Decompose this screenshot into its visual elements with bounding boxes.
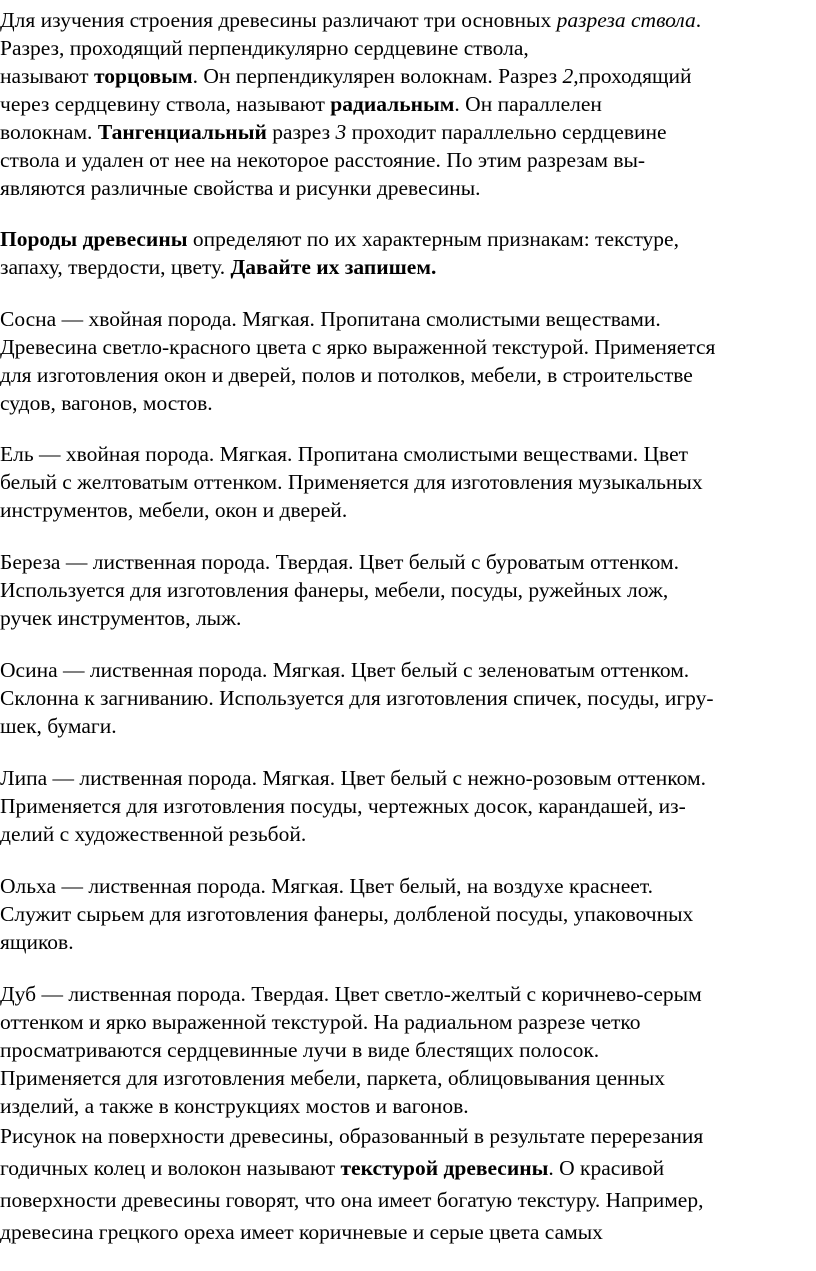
- text-line: Сосна — хвойная порода. Мягкая. Пропитана смолистыми веществами.: [0, 307, 661, 331]
- text-line: изделий, а также в конструкциях мостов и вагонов.: [0, 1094, 469, 1118]
- text-line: Применяется для изготовления посуды, чертежных досок, карандашей, из-: [0, 794, 686, 818]
- text-line: через сердцевину ствола, называют радиальным. Он параллелен: [0, 92, 602, 116]
- text-line: Рисунок на поверхности древесины, образованный в результате перерезания: [0, 1124, 704, 1148]
- text-line: Применяется для изготовления мебели, паркета, облицовывания ценных: [0, 1066, 666, 1090]
- text-line: Липа — лиственная порода. Мягкая. Цвет белый с нежно-розовым оттенком.: [0, 766, 706, 790]
- text-line: судов, вагонов, мостов.: [0, 391, 213, 415]
- text-line: Для изучения строения древесины различают три основных разреза ствола.: [0, 8, 702, 32]
- text-line: Ель — хвойная порода. Мягкая. Пропитана смолистыми веществами. Цвет: [0, 442, 689, 466]
- text-line: ствола и удален от нее на некоторое расстояние. По этим разрезам вы-: [0, 148, 646, 172]
- text-line: Служит сырьем для изготовления фанеры, долбленой посуды, упаковочных: [0, 902, 694, 926]
- text-line: Осина — лиственная порода. Мягкая. Цвет белый с зеленоватым оттенком.: [0, 658, 690, 682]
- text-line: просматриваются сердцевинные лучи в виде блестящих полосок.: [0, 1038, 600, 1062]
- text-line: волокнам. Тангенциальный разрез 3 проходит параллельно сердцевине: [0, 120, 667, 144]
- text-line: Используется для изготовления фанеры, мебели, посуды, ружейных лож,: [0, 578, 669, 602]
- text-line: ящиков.: [0, 930, 74, 954]
- text-line: оттенком и ярко выраженной текстурой. На радиальном разрезе четко: [0, 1010, 641, 1034]
- text-line: являются различные свойства и рисунки древесины.: [0, 176, 481, 200]
- text-line: для изготовления окон и дверей, полов и потолков, мебели, в строительстве: [0, 363, 693, 387]
- text-line: называют торцовым. Он перпендикулярен волокнам. Разрез 2,проходящий: [0, 64, 692, 88]
- text-line: Разрез, проходящий перпендикулярно сердцевине ствола,: [0, 36, 529, 60]
- text-line: годичных колец и волокон называют текстурой древесины. О красивой: [0, 1156, 665, 1180]
- text-line: Древесина светло-красного цвета с ярко выраженной текстурой. Применяется: [0, 335, 716, 359]
- text-line: шек, бумаги.: [0, 714, 117, 738]
- text-line: запаху, твердости, цвету. Давайте их запишем.: [0, 255, 437, 279]
- text-line: древесина грецкого ореха имеет коричневые и серые цвета самых: [0, 1220, 603, 1244]
- text-line: Склонна к загниванию. Используется для изготовления спичек, посуды, игру-: [0, 686, 714, 710]
- text-line: Ольха — лиственная порода. Мягкая. Цвет белый, на воздухе краснеет.: [0, 874, 653, 898]
- text-line: ручек инструментов, лыж.: [0, 606, 242, 630]
- text-line: Береза — лиственная порода. Твердая. Цвет белый с буроватым оттенком.: [0, 550, 679, 574]
- text-line: инструментов, мебели, окон и дверей.: [0, 498, 348, 522]
- text-line: делий с художественной резьбой.: [0, 822, 307, 846]
- text-line: поверхности древесины говорят, что она имеет богатую текстуру. Например,: [0, 1188, 704, 1212]
- text-line: белый с желтоватым оттенком. Применяется для изготовления музыкальных: [0, 470, 703, 494]
- text-line: Породы древесины определяют по их характерным признакам: текстуре,: [0, 227, 679, 251]
- text-line: Дуб — лиственная порода. Твердая. Цвет светло-желтый с коричнево-серым: [0, 982, 702, 1006]
